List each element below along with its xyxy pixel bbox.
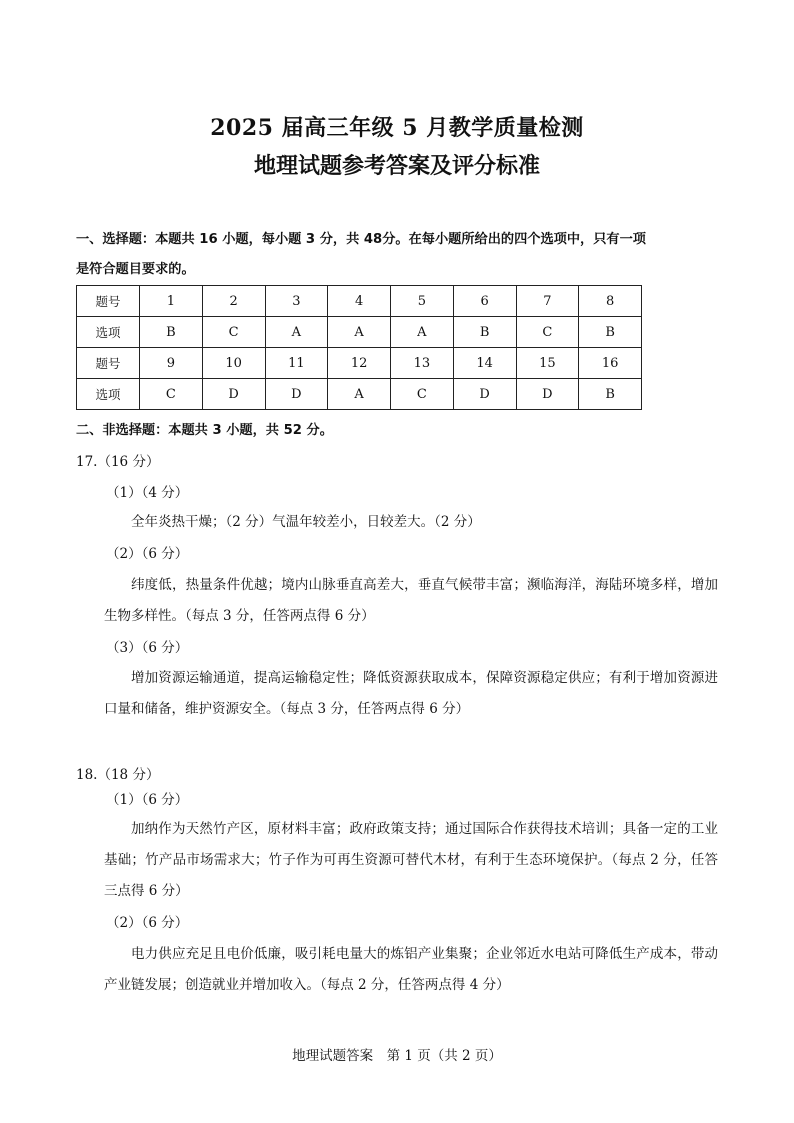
table-cell: D [453,379,516,410]
answer-table [76,285,642,410]
row-label: 题号 [77,348,140,379]
table-cell: 6 [453,286,516,317]
row-label: 题号 [77,286,140,317]
table-cell: A [265,317,328,348]
table-cell: 5 [391,286,454,317]
table-cell: C [202,317,265,348]
q18-part1-answer: 加纳作为天然竹产区，原材料丰富；政府政策支持；通过国际合作获得技术培训；具备一定的工业基础；竹产品市场需求大；竹子作为可再生资源可替代木材，有利于生态环境保护。（每点 2 分，任答三点得 6 分） [104,821,718,899]
table-cell: B [579,317,642,348]
table-cell: A [328,317,391,348]
table-cell: A [391,317,454,348]
table-cell: 15 [516,348,579,379]
table-cell: A [328,379,391,410]
section1-instruction-line1: 一、选择题：本题共 16 小题，每小题 3 分，共 48分。在每小题所给出的四个选项中，只有一项 [76,232,646,247]
q18-part2-label: （2）（6 分） [106,915,189,931]
q17-part3-label: （3）（6 分） [106,640,189,656]
table-cell: 9 [140,348,203,379]
table-cell: B [579,379,642,410]
table-cell: 13 [391,348,454,379]
table-cell: 4 [328,286,391,317]
table-cell: D [265,379,328,410]
q17-part2-label: （2）（6 分） [106,546,189,562]
q18-part1-label: （1）（6 分） [106,792,189,808]
q18-part2-answer: 电力供应充足且电价低廉，吸引耗电量大的炼铝产业集聚；企业邻近水电站可降低生产成本，带动产业链发展；创造就业并增加收入。（每点 2 分，任答两点得 4 分） [104,946,718,993]
table-cell: C [516,317,579,348]
question-18-label: 18.（18 分） [76,767,160,783]
table-cell: 14 [453,348,516,379]
section2-instruction: 二、非选择题：本题共 3 小题，共 52 分。 [76,423,333,438]
table-row [77,317,642,348]
q17-part3-answer: 增加资源运输通道，提高运输稳定性；降低资源获取成本，保障资源稳定供应；有利于增加资源进口量和储备，维护资源安全。（每点 3 分，任答两点得 6 分） [104,670,718,717]
q17-part1-answer: 全年炎热干燥；（2 分）气温年较差小，日较差大。（2 分） [131,514,481,530]
table-cell: D [516,379,579,410]
table-cell: B [453,317,516,348]
q17-part1-label: （1）（4 分） [106,485,189,501]
page-footer: 地理试题答案 第 1 页（共 2 页） [292,1048,502,1064]
section1-instruction-line2: 是符合题目要求的。 [76,262,195,277]
document-title: 2025 届高三年级 5 月教学质量检测 [210,115,584,141]
table-cell: 12 [328,348,391,379]
table-cell: 1 [140,286,203,317]
table-cell: D [202,379,265,410]
table-row [77,348,642,379]
table-row [77,379,642,410]
table-cell: 7 [516,286,579,317]
table-cell: 10 [202,348,265,379]
question-17-label: 17.（16 分） [76,454,160,470]
table-cell: 2 [202,286,265,317]
document-subtitle: 地理试题参考答案及评分标准 [253,154,540,179]
table-cell: B [140,317,203,348]
table-cell: 11 [265,348,328,379]
row-label: 选项 [77,317,140,348]
table-cell: C [140,379,203,410]
table-cell: C [391,379,454,410]
table-cell: 3 [265,286,328,317]
table-cell: 8 [579,286,642,317]
table-row [77,286,642,317]
table-cell: 16 [579,348,642,379]
row-label: 选项 [77,379,140,410]
q17-part2-answer: 纬度低，热量条件优越；境内山脉垂直高差大，垂直气候带丰富；濒临海洋，海陆环境多样，增加生物多样性。（每点 3 分，任答两点得 6 分） [104,577,718,624]
